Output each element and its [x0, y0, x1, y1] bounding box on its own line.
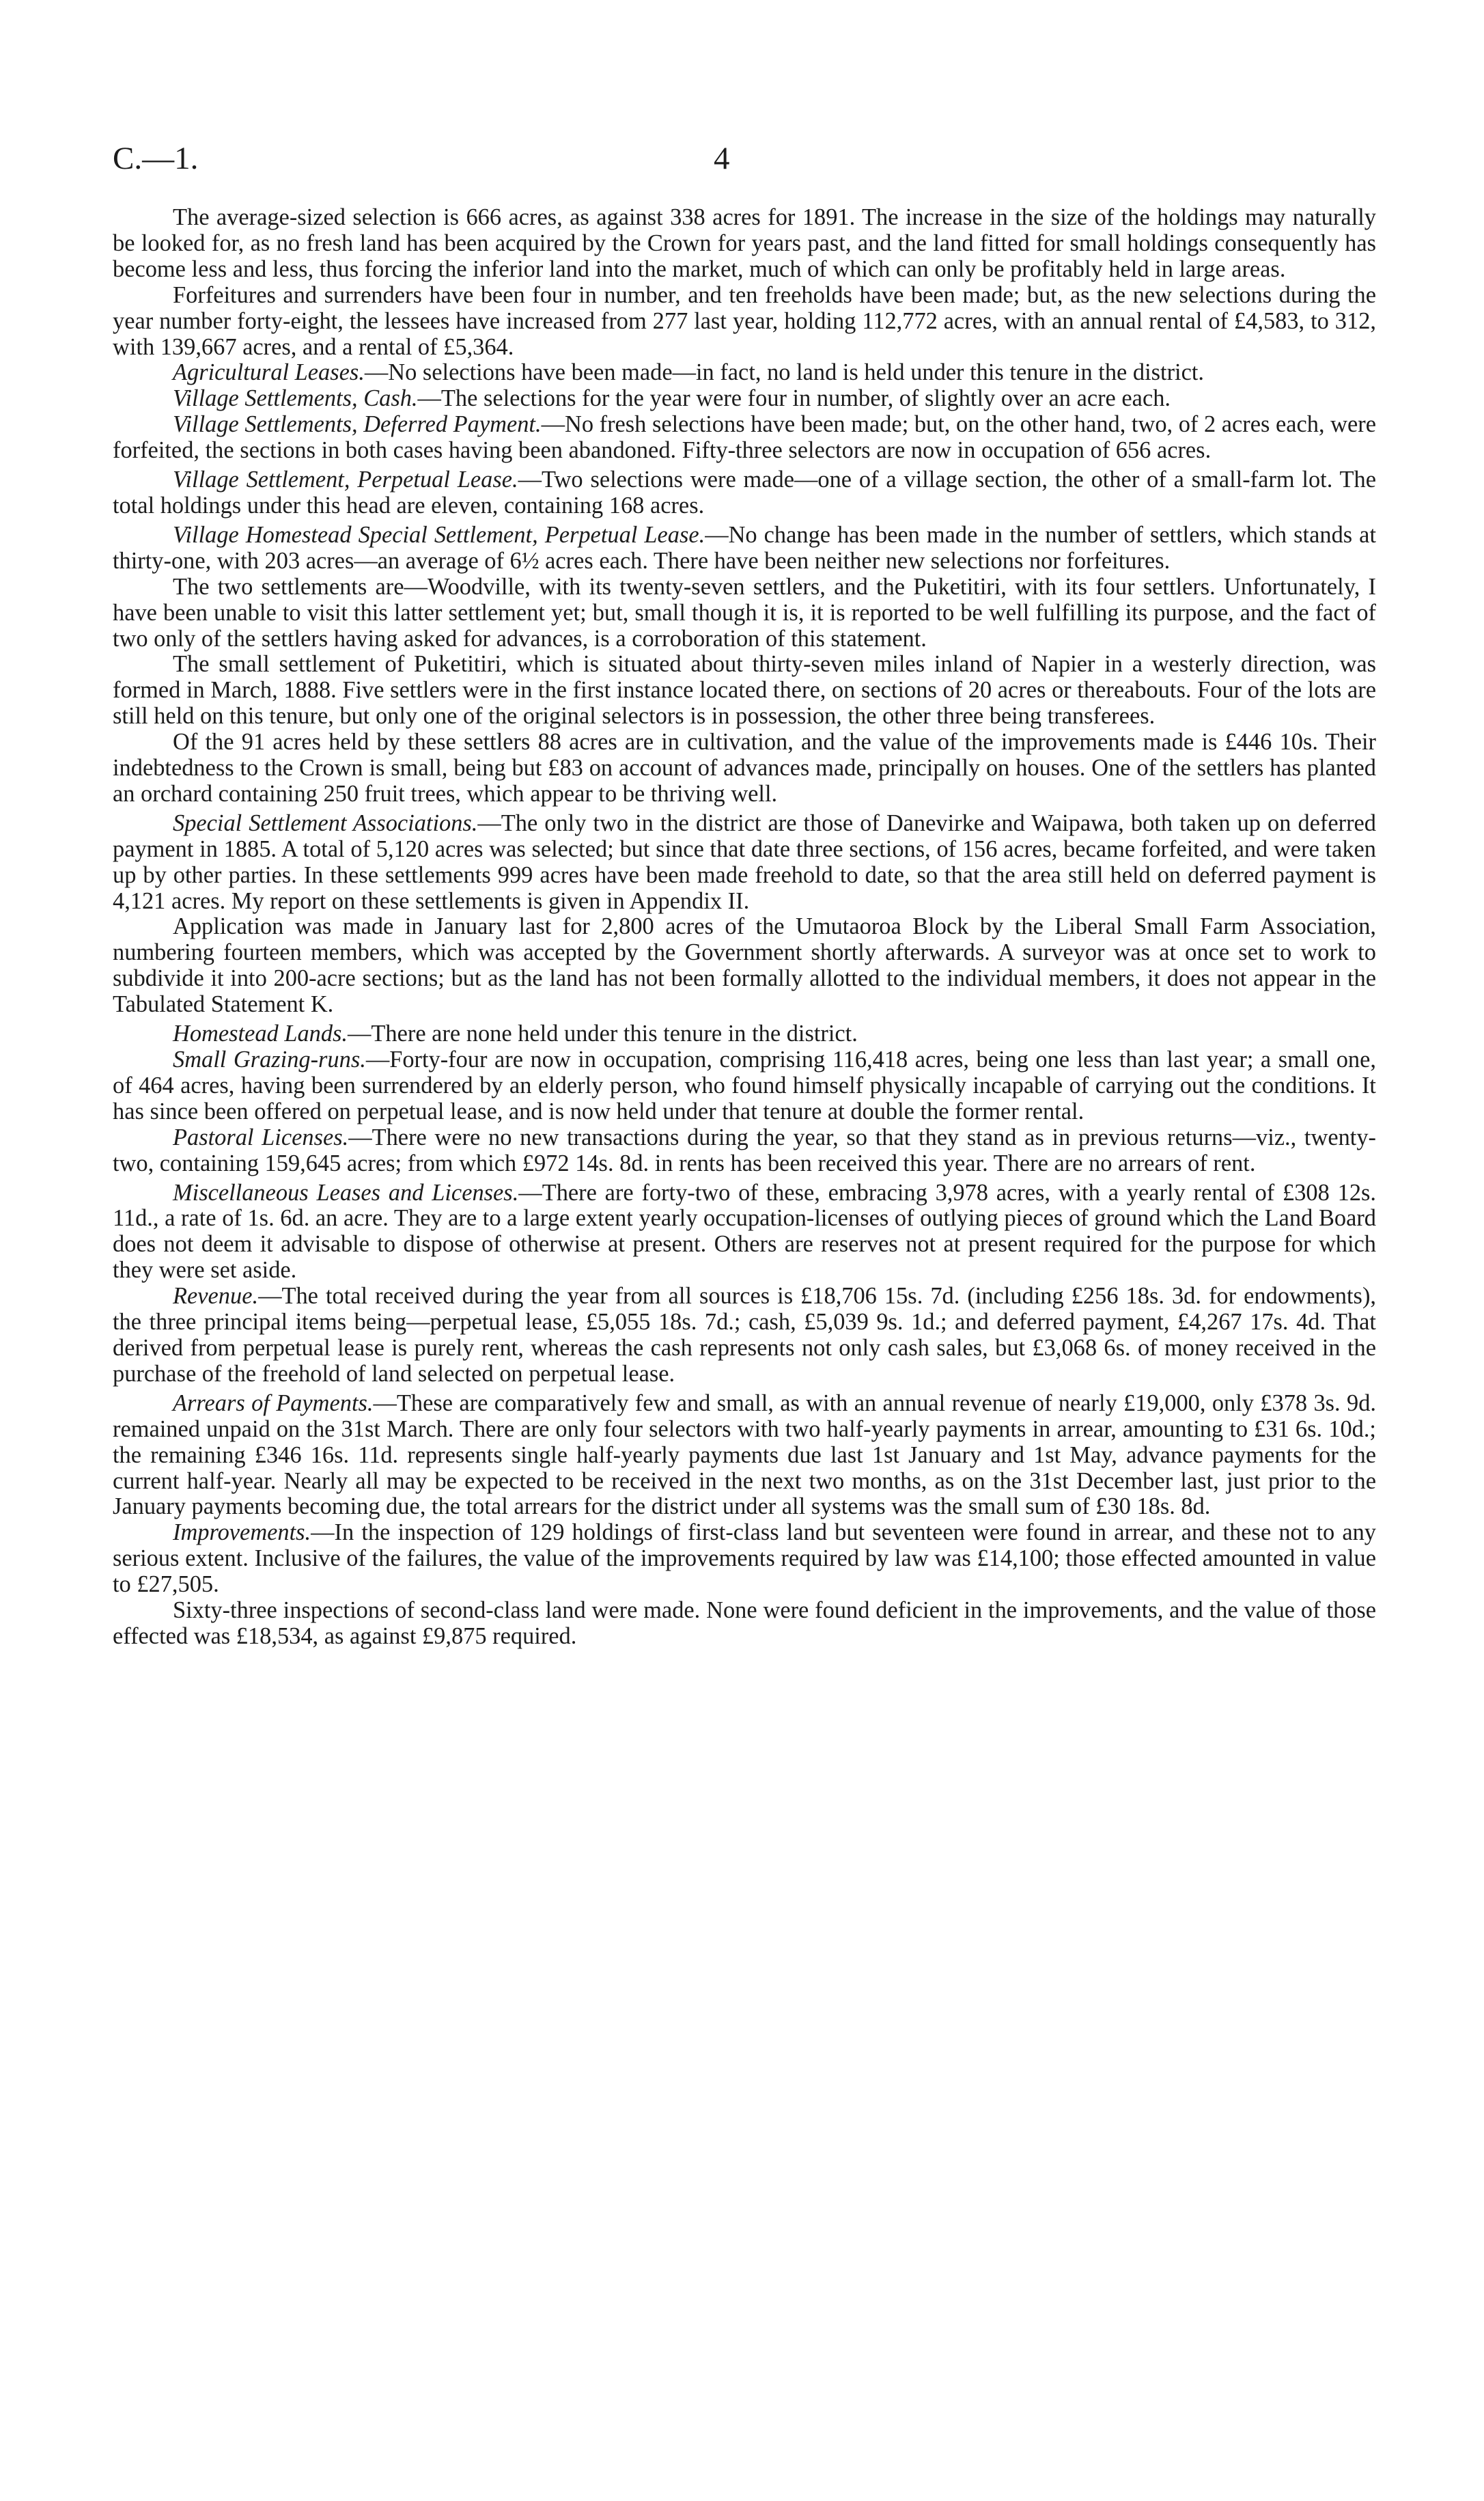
document-reference: C.—1. [113, 141, 199, 176]
paragraph-improvements: Improvements.—In the inspection of 129 holdings of first-class land but seventeen were found in arrear, and these not to any serious extent. Inclusive of the failures, the value of the improvements required by law was £14,100; those effected amounted in value to £27,505. [113, 1519, 1376, 1598]
paragraph-revenue: Revenue.—The total received during the year from all sources is £18,706 15s. 7d. (including £256 18s. 3d. for endowments), the three principal items being—perpetual lease, £5,055 18s. 7d.; cash, £5,039 9s. 1d.; and deferred payment, £4,267 17s. 4d. That derived from perpetual lease is purely rent, whereas the cash represents not only cash sales, but £3,068 6s. of money received in the purchase of the freehold of land selected on perpetual lease. [113, 1283, 1376, 1387]
section-heading: Village Settlements, Cash. [173, 385, 418, 412]
paragraph-agricultural-leases: Agricultural Leases.—No selections have been made—in fact, no land is held under this tenure in the district. [173, 359, 1204, 386]
section-heading: Village Homestead Special Settlement, Perpetual Lease. [173, 521, 705, 548]
paragraph-puketitiri-cultivation: Of the 91 acres held by these settlers 88 acres are in cultivation, and the value of the improvements made is £446 10s. Their indebtedness to the Crown is small, being but £83 on account of advances made, principally on houses. One of the settlers has planted an orchard containing 250 fruit trees, which appear to be thriving well. [113, 729, 1376, 807]
section-heading: Miscellaneous Leases and Licenses. [173, 1179, 519, 1206]
paragraph-umutaoroa: Application was made in January last for 2,800 acres of the Umutaoroa Block by the Liberal Small Farm Association, numbering fourteen members, which was accepted by the Government shortly afterwards. A surveyor was at once set to work to subdivide it into 200-acre sections; but as the land has not been formally allotted to the individual members, it does not appear in the Tabulated Statement K. [113, 913, 1376, 1018]
paragraph-arrears: Arrears of Payments.—These are comparatively few and small, as with an annual revenue of nearly £19,000, only £378 3s. 9d. remained unpaid on the 31st March. There are only four selectors with two half-yearly payments in arrear, amounting to £31 6s. 10d.; the remaining £346 16s. 11d. represents single half-yearly payments due last 1st January and 1st May, advance payments for the current half-year. Nearly all may be expected to be received in the next two months, as on the 31st December last, just prior to the January payments becoming due, the total arrears for the district under all systems was the small sum of £30 18s. 8d. [113, 1390, 1376, 1520]
paragraph-village-perpetual: Village Settlement, Perpetual Lease.—Two selections were made—one of a village section, the other of a small-farm lot. The total holdings under this head are eleven, containing 168 acres. [113, 467, 1376, 519]
section-heading: Improvements. [173, 1519, 311, 1546]
section-heading: Homestead Lands. [173, 1021, 348, 1047]
report-body [113, 205, 1376, 1650]
paragraph-miscellaneous-leases: Miscellaneous Leases and Licenses.—There are forty-two of these, embracing 3,978 acres, with a yearly rental of £308 12s. 11d., a rate of 1s. 6d. an acre. They are to a large extent yearly occupation-licenses of outlying pieces of ground which the Land Board does not deem it advisable to dispose of otherwise at present. Others are reserves not at present required for the purpose for which they were set aside. [113, 1179, 1376, 1284]
page-header [113, 140, 1376, 188]
section-heading: Village Settlements, Deferred Payment. [173, 411, 542, 438]
section-heading: Arrears of Payments. [173, 1390, 374, 1416]
paragraph-grazing-runs: Small Grazing-runs.—Forty-four are now in occupation, comprising 116,418 acres, being one less than last year; a small one, of 464 acres, having been surrendered by an elderly person, who found himself physically incapable of carrying out the conditions. It has since been offered on perpetual lease, and is now held under that tenure at double the former rental. [113, 1047, 1376, 1124]
paragraph-special-settlement: Special Settlement Associations.—The only two in the district are those of Danevirke and Waipawa, both taken up on deferred payment in 1885. A total of 5,120 acres was selected; but since that date three sections, of 156 acres, became forfeited, and were taken up by other parties. In these settlements 999 acres have been made freehold to date, so that the area still held on deferred payment is 4,121 acres. My report on these settlements is given in Appendix II. [113, 810, 1376, 914]
section-heading: Agricultural Leases. [173, 359, 365, 386]
section-heading: Special Settlement Associations. [173, 810, 478, 836]
section-heading: Pastoral Licenses. [173, 1124, 349, 1150]
paragraph-two-settlements: The two settlements are—Woodville, with its twenty-seven settlers, and the Puketitiri, with its four settlers. Unfortunately, I have been unable to visit this latter settlement yet; but, small though it is, it is reported to be well fulfilling its purpose, and the fact of two only of the settlers having asked for advances, is a corroboration of this statement. [113, 573, 1376, 652]
paragraph-village-deferred: Village Settlements, Deferred Payment.—No fresh selections have been made; but, on the other hand, two, of 2 acres each, were forfeited, the sections in both cases having been abandoned. Fifty-three selectors are now in occupation of 656 acres. [113, 411, 1376, 464]
section-heading: Village Settlement, Perpetual Lease. [173, 467, 518, 493]
page-number: 4 [714, 141, 730, 176]
paragraph-puketitiri: The small settlement of Puketitiri, which is situated about thirty-seven miles inland of Napier in a westerly direction, was formed in March, 1888. Five settlers were in the first instance located there, on sections of 20 acres or thereabouts. Four of the lots are still held on this tenure, but only one of the original selectors is in possession, the other three being transferees. [113, 651, 1376, 730]
paragraph-homestead-lands: Homestead Lands.—There are none held under this tenure in the district. [173, 1021, 858, 1047]
paragraph-village-cash: Village Settlements, Cash.—The selections for the year were four in number, of slightly over an acre each. [173, 385, 1171, 412]
section-heading: Small Grazing-runs. [173, 1047, 366, 1073]
paragraph-average-selection: The average-sized selection is 666 acres, as against 338 acres for 1891. The increase in the size of the holdings may naturally be looked for, as no fresh land has been acquired by the Crown for years past, and the land fitted for small holdings consequently has become less and less, thus forcing the inferior land into the market, much of which can only be profitably held in large areas. [113, 204, 1376, 282]
paragraph-second-class-inspections: Sixty-three inspections of second-class land were made. None were found deficient in the improvements, and the value of those effected was £18,534, as against £9,875 required. [113, 1597, 1376, 1649]
paragraph-village-homestead: Village Homestead Special Settlement, Perpetual Lease.—No change has been made in the number of settlers, which stands at thirty-one, with 203 acres—an average of 6½ acres each. There have been neither new selections nor forfeitures. [113, 521, 1376, 574]
paragraph-forfeitures: Forfeitures and surrenders have been four in number, and ten freeholds have been made; but, as the new selections during the year number forty-eight, the lessees have increased from 277 last year, holding 112,772 acres, with an annual rental of £4,583, to 312, with 139,667 acres, and a rental of £5,364. [113, 281, 1376, 360]
section-heading: Revenue. [173, 1283, 259, 1310]
paragraph-pastoral-licenses: Pastoral Licenses.—There were no new transactions during the year, so that they stand as in previous returns—viz., twenty-two, containing 159,645 acres; from which £972 14s. 8d. in rents has been received this year. There are no arrears of rent. [113, 1124, 1376, 1176]
